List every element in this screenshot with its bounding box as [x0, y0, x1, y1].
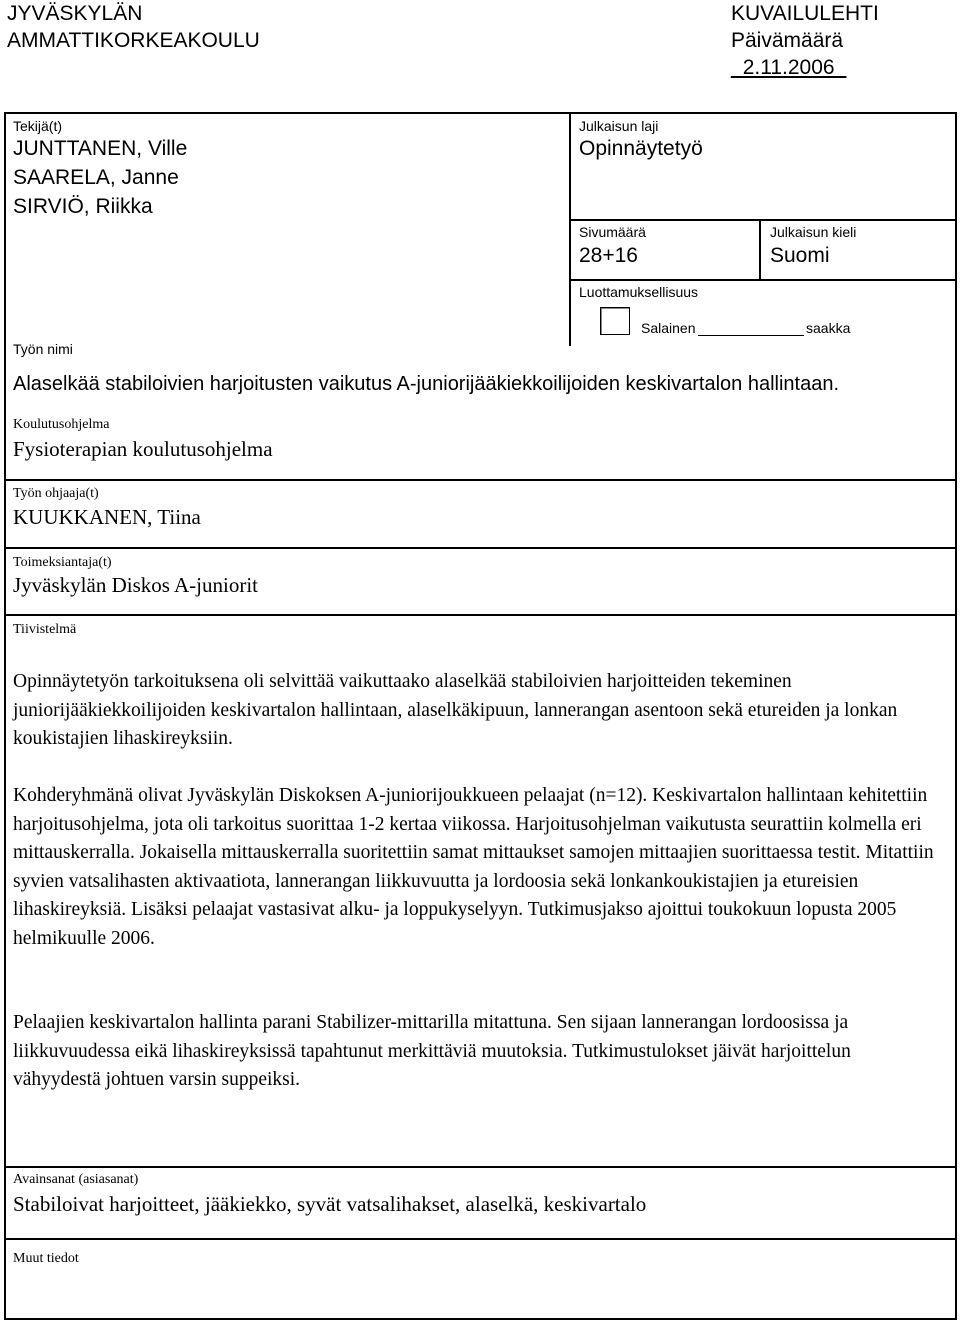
org-name-line1: JYVÄSKYLÄN [7, 2, 143, 25]
keywords-label: Avainsanat (asiasanat) [13, 1172, 139, 1187]
other-info-label: Muut tiedot [13, 1251, 79, 1266]
commissioner-value: Jyväskylän Diskos A-juniorit [13, 573, 258, 597]
page-count-label: Sivumäärä [579, 224, 646, 240]
language-value: Suomi [770, 244, 830, 267]
confidentiality-label: Luottamuksellisuus [579, 284, 699, 300]
date-value: _2.11.2006_ [731, 56, 847, 79]
abstract-paragraph: Opinnäytetyön tarkoituksena oli selvittää vaikuttaako alaselkää stabiloivien harjoitteiden tekeminen juniorijääkiekkoilijoiden keskivartalon hallintaan, alaselkäkipuun, lannerangan asentoon sekä etureiden ja lonkan koukistajien lihaskireyksiin. [13, 671, 898, 749]
publication-type-label: Julkaisun laji [579, 118, 659, 134]
document-type: KUVAILULEHTI [731, 2, 879, 25]
author-name: SAARELA, Janne [13, 166, 179, 189]
org-name-line2: AMMATTIKORKEAKOULU [7, 29, 260, 52]
work-title-value: Alaselkää stabiloivien harjoitusten vaikutus A-juniorijääkiekkoilijoiden keskivartalon hallintaan. [13, 373, 840, 395]
keywords-value: Stabiloivat harjoitteet, jääkiekko, syvät vatsalihakset, alaselkä, keskivartalo [13, 1192, 647, 1216]
author-name: JUNTTANEN, Ville [13, 137, 188, 160]
publication-type-value: Opinnäytetyö [579, 137, 703, 160]
degree-programme-value: Fysioterapian koulutusohjelma [13, 437, 273, 461]
abstract-label: Tiivistelmä [13, 622, 77, 637]
supervisor-value: KUUKKANEN, Tiina [13, 505, 201, 529]
secret-until-line [698, 335, 804, 336]
abstract-paragraph: Pelaajien keskivartalon hallinta parani Stabilizer-mittarilla mitattuna. Sen sijaan lannerangan lordoosissa ja liikkuvuudessa eikä lihaskireyksissä tapahtunut merkittäviä muutoksia. Tutkimustulokset jäivät harjoittelun vähyydestä johtuen varsin suppeiksi. [13, 1012, 851, 1090]
date-label: Päivämäärä [731, 29, 844, 52]
page-count-value: 28+16 [579, 244, 638, 267]
authors-label: Tekijä(t) [13, 118, 63, 134]
secret-label: Salainen [641, 320, 696, 336]
degree-programme-label: Koulutusohjelma [13, 417, 110, 432]
supervisor-label: Työn ohjaaja(t) [13, 486, 99, 501]
language-label: Julkaisun kieli [770, 224, 857, 240]
commissioner-label: Toimeksiantaja(t) [13, 555, 112, 570]
work-title-label: Työn nimi [13, 341, 73, 357]
secret-checkbox[interactable] [600, 307, 630, 335]
abstract-paragraph: Kohderyhmänä olivat Jyväskylän Diskoksen A-juniorijoukkueen pelaajat (n=12). Keskivartalon hallintaan kehitettiin harjoitusohjelma, jota oli tarkoitus suorittaa 1-2 kertaa viikossa. Harjoitusohjelman vaikutusta seurattiin kolmella eri mittauskerralla. Jokaisella mittauskerralla suoritettiin samat mittaukset samojen mittaajien suorittaessa testit. Mitattiin syvien vatsalihasten aktivaatiota, lannerangan liikkuvuutta ja lordoosia sekä lonkankoukistajien ja etureisien lihaskireyksiä. Lisäksi pelaajat vastasivat alku- ja loppukyselyyn. Tutkimusjakso ajoittui toukokuun lopusta 2005 helmikuulle 2006. [13, 785, 934, 949]
secret-until-label: saakka [806, 320, 851, 336]
author-name: SIRVIÖ, Riikka [13, 195, 153, 218]
